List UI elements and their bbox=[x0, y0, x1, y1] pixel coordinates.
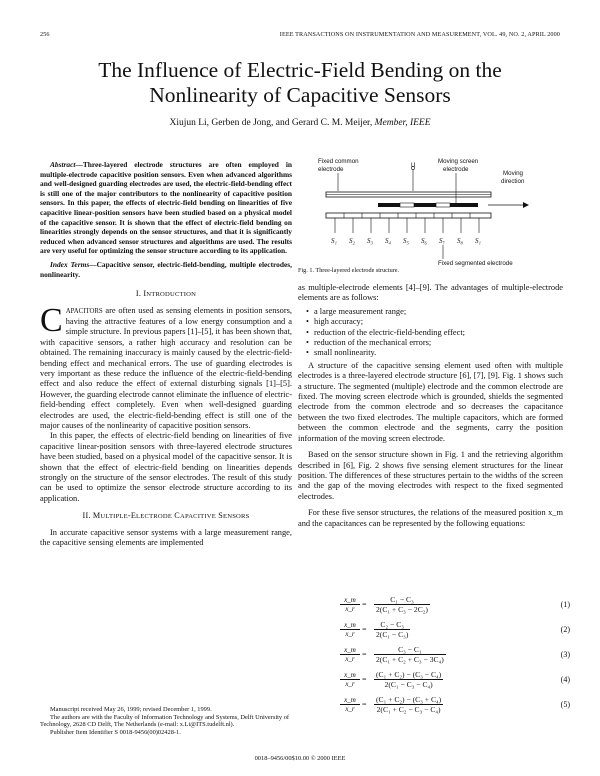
section-heading-introduction: I. INTRODUCTION bbox=[135, 289, 197, 299]
figure-1-electrode-diagram bbox=[318, 155, 558, 270]
index-terms-label: Index Terms— bbox=[50, 259, 97, 269]
equation-number: (3) bbox=[560, 650, 570, 659]
segment-label-2: S₂ bbox=[349, 237, 355, 245]
fig-label-moving-electrode: electrode bbox=[443, 166, 469, 173]
copyright-line: 0018–9456/00$10.00 © 2000 IEEE bbox=[254, 755, 346, 762]
segment-label-5: S₅ bbox=[403, 237, 409, 245]
title-line-2: Nonlinearity of Capacitive Sensors bbox=[149, 83, 451, 107]
equation-5: x_m x_r = (C₁ + C₂) − (C₃ + C₄) 2(C₁ + C₂ − C₃ − C₄) (5) bbox=[340, 694, 570, 719]
fig-label-electrode: electrode bbox=[318, 166, 344, 173]
equation-number: (4) bbox=[560, 675, 570, 684]
list-item: • high accuracy; bbox=[314, 317, 563, 327]
section2-paragraph-1: In accurate capacitive sensor systems with a large measurement range, the capacitive sensing elements are implemented bbox=[40, 527, 292, 548]
footnote-identifier: Publisher Item Identifier S 0018-9456(00)02428-1. bbox=[50, 728, 181, 736]
segment-label-8: S₈ bbox=[457, 237, 463, 245]
footnote bbox=[40, 706, 292, 736]
footnote-affiliation: The authors are with the Faculty of Information Technology and Systems, Delft University of Technology, 2628 CD Delft, The Netherlands (e-mail: x.Li@ITS.tudelft.nl). bbox=[40, 713, 290, 729]
index-terms-text: Capacitive sensor, electric-field-bending, multiple electrodes, nonlinearity. bbox=[40, 259, 292, 279]
fig-label-fixed-common: Fixed common bbox=[318, 158, 359, 165]
segment-label-1: S₁ bbox=[331, 237, 337, 245]
list-item: • small nonlinearity. bbox=[314, 348, 563, 358]
left-column bbox=[40, 160, 292, 548]
intro-paragraph-1: CAPACITORS are often used as sensing elements in position sensors, having the attractive features of a low energy consumption and a simple structure. In previous papers [1]–[5], it has been shown that, with capacitive sensors, a rather high accuracy and resolution can be obtained. The remaining inaccuracy is mainly caused by the electric-field-bending effect and mechanical errors. The use of guarding electrodes is very important as these reduce the influence of the electric-field-bending effect and also reduce the effect of external disturbing signals [1]–[5]. However, the guarding electrode cannot eliminate the influence of electric-field-bending effect completely. Even when well-designed guarding electrodes are used, the electric-field-bending effect is still one of the major causes of the nonlinearity of capacitive position sensors. bbox=[40, 301, 292, 430]
author-list bbox=[40, 118, 560, 128]
fig-label-segmented: Fixed segmented electrode bbox=[438, 260, 513, 267]
equation-3: x_m x_r = C₃ − C₁ 2(C₁ + C₂ + C₃ − 3C₄) (3) bbox=[340, 644, 570, 669]
equation-4: x_m x_r = (C₁ + C₂) − (C₃ − C₄) 2(C₁ − C₃ − C₄) (4) bbox=[340, 669, 570, 694]
equation-1: x_m x_r = C₁ − C₃ 2(C₁ + C₃ − 2C₂) (1) bbox=[340, 594, 570, 619]
footnote-received: Manuscript received May 26, 1999; revised December 1, 1999. bbox=[50, 706, 212, 713]
segment-label-4: S₄ bbox=[385, 237, 391, 245]
list-item: • reduction of the mechanical errors; bbox=[314, 338, 563, 348]
right-paragraph-0: as multiple-electrode elements [4]–[9]. The advantages of multiple-electrode elements are as follows: bbox=[298, 283, 563, 303]
abstract-text: Three-layered electrode structures are often employed in multiple-electrode capacitive position sensors. Even when advanced algorithms and well-designed guarding electrodes are used, the electric-field-bending effect is still one of the major contributors to the nonlinearity of capacitive position sensors. In this paper, the effects of electric-field bending on linearities of five capacitive linear-position sensors have been studied based on a physical model of the capacitive sensor. It is shown that the effect of electric-field bending on linearities strongly depends on the sensor structures, and that it is significantly reduced when advanced sensor structures and algorithms are used. The results are very useful for optimizing the sensor structure according to its application. bbox=[40, 160, 292, 256]
right-paragraph-3: For these five sensor structures, the relations of the measured position x_m and the capacitances can be represented by the following equations: bbox=[298, 508, 563, 528]
segmented-electrode bbox=[326, 213, 491, 233]
advantages-list bbox=[298, 307, 563, 359]
right-paragraph-2: Based on the sensor structure shown in Fig. 1 and the retrieving algorithm described in [6], Fig. 2 shows five sensing element structures for the linear position. The differences of these structures pertain to the widths of the screen and the gap of the moving electrodes with respect to the fixed segmented electrodes. bbox=[298, 450, 563, 501]
equation-number: (1) bbox=[560, 600, 570, 609]
author-names: Xiujun Li, Gerben de Jong, and Gerard C. M. Meijer, bbox=[169, 118, 373, 128]
paper-title bbox=[40, 58, 560, 108]
title-line-1: The Influence of Electric-Field Bending on the bbox=[98, 58, 502, 82]
fig-label-u: U bbox=[411, 162, 416, 169]
drop-cap: C bbox=[40, 301, 63, 339]
journal-name: IEEE TRANSACTIONS ON INSTRUMENTATION AND MEASUREMENT, VOL. 49, NO. 2, APRIL 2000 bbox=[279, 31, 560, 38]
equation-2: x_m x_r = C₂ − C₃ 2(C₁ − C₃) (2) bbox=[340, 619, 570, 644]
right-column bbox=[298, 283, 563, 529]
segment-label-3: S₃ bbox=[367, 237, 373, 245]
fig-label-direction: direction bbox=[501, 178, 525, 185]
intro-paragraph-2: In this paper, the effects of electric-field bending on linearities of five capacitive linear-position sensors with three-layered electrode structures have been studied, based on a physical model of the capacitive sensor. It is shown that the effect of electric-field bending on linearities depends strongly on the structure of the sensor electrodes. The result of this study can be used to optimize the sensor electrode structure according to its application. bbox=[40, 431, 292, 503]
equation-number: (5) bbox=[560, 700, 570, 709]
index-terms bbox=[40, 260, 292, 279]
segment-label-6: S₆ bbox=[421, 237, 427, 245]
moving-screen-electrode bbox=[378, 203, 478, 207]
fig-label-moving-screen: Moving screen bbox=[438, 158, 479, 165]
section-heading-multiple-electrode: II. MULTIPLE-ELECTRODE CAPACITIVE SENSORS bbox=[82, 511, 250, 521]
abstract bbox=[40, 160, 292, 256]
list-item: • reduction of the electric-field-bending effect; bbox=[314, 328, 563, 338]
fig-label-moving: Moving bbox=[503, 170, 523, 177]
equations bbox=[340, 594, 570, 719]
figure-1-caption: Fig. 1. Three-layered electrode structure. bbox=[298, 267, 400, 274]
segment-label-9: S₁ bbox=[475, 237, 481, 245]
page-number: 256 bbox=[40, 31, 50, 38]
equation-number: (2) bbox=[560, 625, 570, 634]
right-paragraph-1: A structure of the capacitive sensing element used often with multiple electrodes is a three-layered electrode structure [6], [7], [9]. Fig. 1 shows such a structure. The segmented (multiple) electrode and the common electrode are fixed. The moving screen electrode which is grounded, shields the segmented electrode from the common electrode and so decreases the capacitance between the two fixed electrodes. The multiple capacitors, which are formed between the common electrode and the segments, carry the position information of the moving screen electrode. bbox=[298, 360, 563, 443]
list-item: • a large measurement range; bbox=[314, 307, 563, 317]
author-role: Member, IEEE bbox=[374, 118, 431, 128]
abstract-label: Abstract— bbox=[50, 160, 83, 169]
segment-label-7: S₇ bbox=[439, 237, 445, 245]
